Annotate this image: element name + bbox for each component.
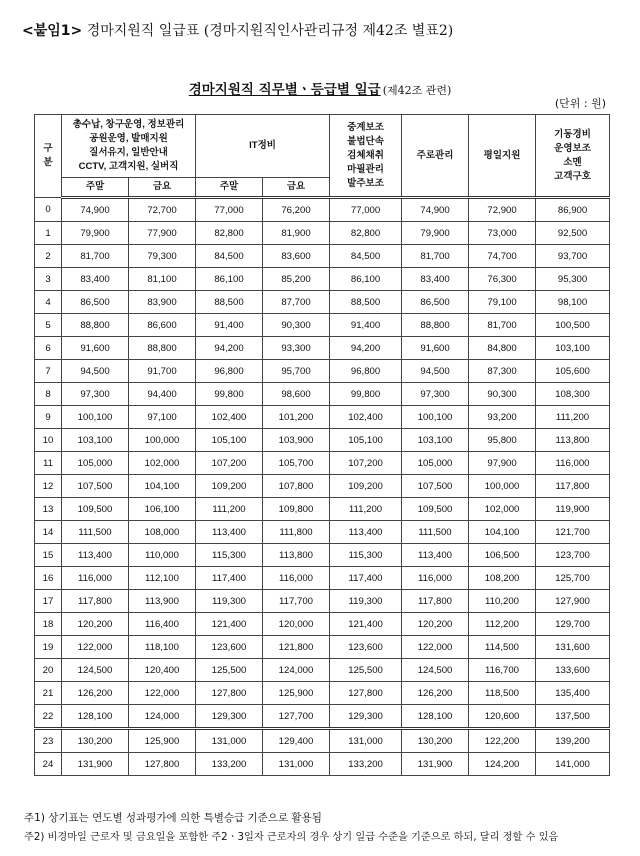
wage-cell: 121,400 xyxy=(196,613,263,636)
wage-cell: 97,900 xyxy=(469,452,536,475)
wage-cell: 120,200 xyxy=(62,613,129,636)
table-row xyxy=(35,291,610,314)
wage-cell: 77,000 xyxy=(196,198,263,222)
wage-cell: 131,000 xyxy=(196,729,263,753)
wage-cell: 121,700 xyxy=(536,521,610,544)
wage-cell: 105,700 xyxy=(263,452,330,475)
wage-table-body xyxy=(35,198,610,776)
wage-cell: 102,000 xyxy=(129,452,196,475)
wage-cell: 79,100 xyxy=(469,291,536,314)
table-row xyxy=(35,498,610,521)
wage-cell: 100,100 xyxy=(402,406,469,429)
attachment-tag: <붙임1> xyxy=(22,23,83,39)
wage-cell: 105,000 xyxy=(62,452,129,475)
wage-cell: 130,200 xyxy=(402,729,469,753)
table-row xyxy=(35,383,610,406)
group-header-security: 기동경비 운영보조 소멘 고객구호 xyxy=(536,115,610,198)
wage-cell: 94,200 xyxy=(330,337,402,360)
wage-cell: 133,200 xyxy=(196,753,263,776)
wage-cell: 131,000 xyxy=(263,753,330,776)
wage-cell: 91,400 xyxy=(330,314,402,337)
group-header-relay: 중계보조 불법단속 검체채취 마필관리 발주보조 xyxy=(330,115,402,198)
wage-cell: 91,600 xyxy=(62,337,129,360)
group-header-weekday: 평일지원 xyxy=(469,115,536,198)
wage-cell: 117,800 xyxy=(536,475,610,498)
wage-cell: 102,400 xyxy=(196,406,263,429)
wage-cell: 100,000 xyxy=(469,475,536,498)
wage-cell: 84,500 xyxy=(330,245,402,268)
table-row xyxy=(35,429,610,452)
wage-cell: 113,400 xyxy=(196,521,263,544)
rank-cell: 8 xyxy=(35,383,62,406)
wage-cell: 100,100 xyxy=(62,406,129,429)
wage-cell: 111,200 xyxy=(330,498,402,521)
wage-cell: 131,000 xyxy=(330,729,402,753)
wage-cell: 93,700 xyxy=(536,245,610,268)
table-row xyxy=(35,337,610,360)
wage-cell: 116,700 xyxy=(469,659,536,682)
wage-cell: 120,400 xyxy=(129,659,196,682)
wage-cell: 112,100 xyxy=(129,567,196,590)
wage-cell: 105,100 xyxy=(196,429,263,452)
wage-cell: 105,100 xyxy=(330,429,402,452)
wage-cell: 139,200 xyxy=(536,729,610,753)
wage-cell: 131,900 xyxy=(62,753,129,776)
wage-cell: 118,100 xyxy=(129,636,196,659)
wage-cell: 106,500 xyxy=(469,544,536,567)
rank-cell: 16 xyxy=(35,567,62,590)
rank-cell: 17 xyxy=(35,590,62,613)
wage-cell: 103,100 xyxy=(402,429,469,452)
wage-cell: 98,100 xyxy=(536,291,610,314)
wage-cell: 122,000 xyxy=(129,682,196,705)
wage-cell: 114,500 xyxy=(469,636,536,659)
table-row xyxy=(35,753,610,776)
wage-cell: 119,300 xyxy=(330,590,402,613)
wage-cell: 107,500 xyxy=(402,475,469,498)
wage-cell: 77,900 xyxy=(129,222,196,245)
wage-cell: 133,200 xyxy=(330,753,402,776)
wage-cell: 111,200 xyxy=(536,406,610,429)
wage-cell: 91,600 xyxy=(402,337,469,360)
wage-cell: 117,700 xyxy=(263,590,330,613)
subheader-it-friday: 금요 xyxy=(263,178,330,198)
rank-cell: 9 xyxy=(35,406,62,429)
wage-cell: 121,800 xyxy=(263,636,330,659)
rank-cell: 23 xyxy=(35,729,62,753)
wage-cell: 123,600 xyxy=(330,636,402,659)
wage-cell: 107,800 xyxy=(263,475,330,498)
wage-cell: 97,300 xyxy=(402,383,469,406)
table-title-main: 경마지원직 직무별ㆍ등급별 일급 xyxy=(188,82,381,98)
table-row xyxy=(35,521,610,544)
wage-cell: 84,500 xyxy=(196,245,263,268)
table-row xyxy=(35,198,610,222)
rank-cell: 15 xyxy=(35,544,62,567)
wage-cell: 88,800 xyxy=(62,314,129,337)
wage-cell: 113,400 xyxy=(402,544,469,567)
wage-cell: 83,400 xyxy=(62,268,129,291)
wage-cell: 110,200 xyxy=(469,590,536,613)
wage-cell: 127,800 xyxy=(330,682,402,705)
wage-cell: 97,300 xyxy=(62,383,129,406)
rank-cell: 14 xyxy=(35,521,62,544)
wage-cell: 86,900 xyxy=(536,198,610,222)
wage-cell: 130,200 xyxy=(62,729,129,753)
wage-cell: 118,500 xyxy=(469,682,536,705)
rank-cell: 11 xyxy=(35,452,62,475)
wage-cell: 137,500 xyxy=(536,705,610,729)
wage-cell: 121,400 xyxy=(330,613,402,636)
wage-cell: 91,700 xyxy=(129,360,196,383)
wage-cell: 123,700 xyxy=(536,544,610,567)
wage-cell: 110,000 xyxy=(129,544,196,567)
wage-cell: 127,800 xyxy=(129,753,196,776)
wage-cell: 98,600 xyxy=(263,383,330,406)
wage-cell: 115,300 xyxy=(196,544,263,567)
table-row xyxy=(35,636,610,659)
wage-cell: 86,500 xyxy=(402,291,469,314)
wage-cell: 100,000 xyxy=(129,429,196,452)
wage-cell: 122,000 xyxy=(62,636,129,659)
wage-cell: 129,400 xyxy=(263,729,330,753)
wage-cell: 135,400 xyxy=(536,682,610,705)
wage-cell: 88,800 xyxy=(402,314,469,337)
wage-cell: 113,900 xyxy=(129,590,196,613)
wage-cell: 141,000 xyxy=(536,753,610,776)
wage-cell: 95,300 xyxy=(536,268,610,291)
wage-cell: 120,200 xyxy=(402,613,469,636)
wage-cell: 81,700 xyxy=(469,314,536,337)
wage-cell: 88,800 xyxy=(129,337,196,360)
wage-cell: 128,100 xyxy=(62,705,129,729)
wage-cell: 119,900 xyxy=(536,498,610,521)
wage-cell: 116,000 xyxy=(536,452,610,475)
wage-cell: 109,200 xyxy=(330,475,402,498)
wage-cell: 103,100 xyxy=(536,337,610,360)
wage-cell: 85,200 xyxy=(263,268,330,291)
wage-cell: 99,800 xyxy=(196,383,263,406)
wage-cell: 111,500 xyxy=(402,521,469,544)
wage-cell: 86,100 xyxy=(196,268,263,291)
table-row xyxy=(35,567,610,590)
wage-cell: 131,900 xyxy=(402,753,469,776)
wage-cell: 76,300 xyxy=(469,268,536,291)
wage-cell: 119,300 xyxy=(196,590,263,613)
wage-cell: 123,600 xyxy=(196,636,263,659)
wage-cell: 126,200 xyxy=(402,682,469,705)
wage-cell: 112,200 xyxy=(469,613,536,636)
group-header-track: 주로관리 xyxy=(402,115,469,198)
table-row xyxy=(35,452,610,475)
wage-cell: 105,600 xyxy=(536,360,610,383)
rank-cell: 20 xyxy=(35,659,62,682)
table-row xyxy=(35,705,610,729)
wage-cell: 127,700 xyxy=(263,705,330,729)
wage-cell: 115,300 xyxy=(330,544,402,567)
wage-cell: 101,200 xyxy=(263,406,330,429)
wage-table xyxy=(34,114,610,776)
wage-cell: 125,900 xyxy=(263,682,330,705)
rank-cell: 6 xyxy=(35,337,62,360)
rank-cell: 24 xyxy=(35,753,62,776)
notes xyxy=(24,808,558,848)
wage-cell: 96,800 xyxy=(330,360,402,383)
wage-cell: 94,200 xyxy=(196,337,263,360)
wage-cell: 74,700 xyxy=(469,245,536,268)
wage-cell: 87,700 xyxy=(263,291,330,314)
wage-cell: 104,100 xyxy=(469,521,536,544)
rank-cell: 19 xyxy=(35,636,62,659)
wage-cell: 81,700 xyxy=(402,245,469,268)
table-row xyxy=(35,682,610,705)
table-row xyxy=(35,406,610,429)
wage-cell: 81,100 xyxy=(129,268,196,291)
table-row xyxy=(35,245,610,268)
wage-cell: 99,800 xyxy=(330,383,402,406)
wage-cell: 81,900 xyxy=(263,222,330,245)
rank-cell: 18 xyxy=(35,613,62,636)
rank-cell: 12 xyxy=(35,475,62,498)
wage-cell: 111,800 xyxy=(263,521,330,544)
wage-cell: 72,700 xyxy=(129,198,196,222)
table-row xyxy=(35,222,610,245)
wage-cell: 109,500 xyxy=(62,498,129,521)
wage-cell: 93,300 xyxy=(263,337,330,360)
rank-cell: 7 xyxy=(35,360,62,383)
table-row xyxy=(35,659,610,682)
note-2: 주2) 비경마일 근로자 및 금요일을 포함한 주2ㆍ3일자 근로자의 경우 상기 일급 수준을 기준으로 하되, 달리 정할 수 있음 xyxy=(24,832,559,843)
wage-cell: 88,500 xyxy=(196,291,263,314)
rank-cell: 5 xyxy=(35,314,62,337)
wage-cell: 94,500 xyxy=(402,360,469,383)
wage-cell: 122,000 xyxy=(402,636,469,659)
wage-cell: 82,800 xyxy=(196,222,263,245)
wage-cell: 100,500 xyxy=(536,314,610,337)
wage-cell: 107,200 xyxy=(330,452,402,475)
wage-cell: 83,600 xyxy=(263,245,330,268)
wage-cell: 117,800 xyxy=(62,590,129,613)
wage-cell: 86,500 xyxy=(62,291,129,314)
wage-cell: 102,400 xyxy=(330,406,402,429)
wage-cell: 129,300 xyxy=(196,705,263,729)
wage-cell: 91,400 xyxy=(196,314,263,337)
table-row xyxy=(35,360,610,383)
wage-cell: 76,200 xyxy=(263,198,330,222)
attachment-title: 경마지원직 일급표 (경마지원직인사관리규정 제42조 별표2) xyxy=(82,23,454,39)
wage-cell: 108,000 xyxy=(129,521,196,544)
wage-cell: 82,800 xyxy=(330,222,402,245)
wage-cell: 74,900 xyxy=(62,198,129,222)
wage-cell: 104,100 xyxy=(129,475,196,498)
wage-cell: 94,500 xyxy=(62,360,129,383)
rank-cell: 4 xyxy=(35,291,62,314)
table-title-sub: (제42조 관련) xyxy=(382,84,452,97)
wage-cell: 125,500 xyxy=(196,659,263,682)
subheader-general-friday: 금요 xyxy=(129,178,196,198)
wage-cell: 84,800 xyxy=(469,337,536,360)
wage-cell: 109,500 xyxy=(402,498,469,521)
wage-cell: 93,200 xyxy=(469,406,536,429)
wage-cell: 79,900 xyxy=(62,222,129,245)
wage-cell: 81,700 xyxy=(62,245,129,268)
wage-cell: 94,400 xyxy=(129,383,196,406)
wage-cell: 90,300 xyxy=(469,383,536,406)
wage-cell: 129,300 xyxy=(330,705,402,729)
table-row xyxy=(35,544,610,567)
group-header-it: IT정비 xyxy=(196,115,330,178)
wage-cell: 95,800 xyxy=(469,429,536,452)
wage-cell: 88,500 xyxy=(330,291,402,314)
wage-cell: 127,800 xyxy=(196,682,263,705)
wage-cell: 127,900 xyxy=(536,590,610,613)
wage-cell: 116,000 xyxy=(62,567,129,590)
wage-cell: 107,500 xyxy=(62,475,129,498)
wage-cell: 103,900 xyxy=(263,429,330,452)
wage-cell: 79,900 xyxy=(402,222,469,245)
wage-cell: 113,400 xyxy=(330,521,402,544)
subheader-general-weekend: 주말 xyxy=(62,178,129,198)
rank-cell: 3 xyxy=(35,268,62,291)
wage-cell: 83,900 xyxy=(129,291,196,314)
wage-cell: 120,000 xyxy=(263,613,330,636)
rank-cell: 22 xyxy=(35,705,62,729)
wage-cell: 126,200 xyxy=(62,682,129,705)
wage-cell: 131,600 xyxy=(536,636,610,659)
wage-cell: 124,000 xyxy=(263,659,330,682)
wage-cell: 72,900 xyxy=(469,198,536,222)
rank-cell: 13 xyxy=(35,498,62,521)
wage-cell: 87,300 xyxy=(469,360,536,383)
wage-cell: 105,000 xyxy=(402,452,469,475)
wage-cell: 124,000 xyxy=(129,705,196,729)
wage-cell: 108,300 xyxy=(536,383,610,406)
wage-cell: 102,000 xyxy=(469,498,536,521)
wage-cell: 125,700 xyxy=(536,567,610,590)
wage-cell: 108,200 xyxy=(469,567,536,590)
wage-cell: 133,600 xyxy=(536,659,610,682)
wage-cell: 92,500 xyxy=(536,222,610,245)
group-header-general: 총수납, 창구운영, 정보관리 공원운영, 발매지원 질서유지, 일반안내 CCTV, 고객지원, 실버직 xyxy=(62,115,196,178)
rank-cell: 21 xyxy=(35,682,62,705)
wage-cell: 106,100 xyxy=(129,498,196,521)
wage-cell: 111,500 xyxy=(62,521,129,544)
wage-cell: 113,400 xyxy=(62,544,129,567)
table-row xyxy=(35,314,610,337)
wage-cell: 116,000 xyxy=(402,567,469,590)
rank-cell: 10 xyxy=(35,429,62,452)
wage-cell: 125,900 xyxy=(129,729,196,753)
wage-cell: 79,300 xyxy=(129,245,196,268)
wage-cell: 122,200 xyxy=(469,729,536,753)
wage-cell: 90,300 xyxy=(263,314,330,337)
wage-cell: 103,100 xyxy=(62,429,129,452)
table-row xyxy=(35,613,610,636)
table-row xyxy=(35,475,610,498)
wage-cell: 117,800 xyxy=(402,590,469,613)
wage-cell: 83,400 xyxy=(402,268,469,291)
note-1: 주1) 상기표는 연도별 성과평가에 의한 특별승급 기준으로 활용됨 xyxy=(24,812,322,824)
wage-cell: 113,800 xyxy=(263,544,330,567)
table-row xyxy=(35,590,610,613)
rank-header: 구 분 xyxy=(35,115,62,198)
table-row xyxy=(35,729,610,753)
wage-cell: 97,100 xyxy=(129,406,196,429)
rank-cell: 1 xyxy=(35,222,62,245)
wage-cell: 124,200 xyxy=(469,753,536,776)
rank-cell: 0 xyxy=(35,198,62,222)
wage-cell: 109,800 xyxy=(263,498,330,521)
wage-cell: 107,200 xyxy=(196,452,263,475)
subheader-it-weekend: 주말 xyxy=(196,178,263,198)
wage-cell: 117,400 xyxy=(196,567,263,590)
wage-cell: 117,400 xyxy=(330,567,402,590)
wage-cell: 111,200 xyxy=(196,498,263,521)
wage-cell: 124,500 xyxy=(402,659,469,682)
wage-cell: 86,100 xyxy=(330,268,402,291)
wage-cell: 116,000 xyxy=(263,567,330,590)
unit-label: (단위 : 원) xyxy=(554,97,606,110)
wage-cell: 77,000 xyxy=(330,198,402,222)
wage-cell: 74,900 xyxy=(402,198,469,222)
wage-cell: 120,600 xyxy=(469,705,536,729)
wage-cell: 73,000 xyxy=(469,222,536,245)
wage-cell: 116,400 xyxy=(129,613,196,636)
wage-cell: 109,200 xyxy=(196,475,263,498)
wage-cell: 113,800 xyxy=(536,429,610,452)
wage-cell: 86,600 xyxy=(129,314,196,337)
rank-cell: 2 xyxy=(35,245,62,268)
table-title xyxy=(0,78,640,98)
wage-cell: 125,500 xyxy=(330,659,402,682)
wage-cell: 124,500 xyxy=(62,659,129,682)
table-row xyxy=(35,268,610,291)
wage-cell: 129,700 xyxy=(536,613,610,636)
wage-cell: 96,800 xyxy=(196,360,263,383)
wage-cell: 128,100 xyxy=(402,705,469,729)
attachment-header xyxy=(22,20,453,40)
wage-cell: 95,700 xyxy=(263,360,330,383)
